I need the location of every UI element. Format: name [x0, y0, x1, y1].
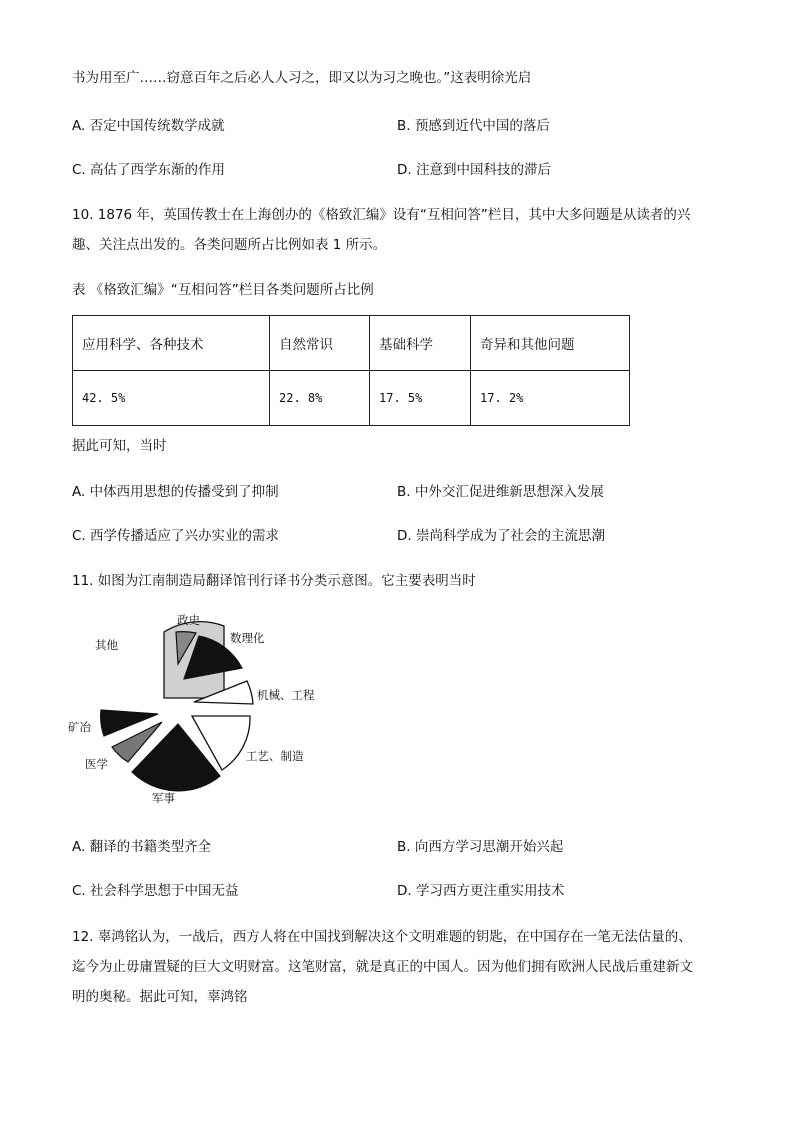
pie-label-kuangye: 矿冶	[68, 720, 91, 734]
pie-label-shulihua: 数理化	[230, 631, 265, 645]
table-value-cell: 22. 8%	[270, 371, 370, 426]
q10-option-b[interactable]: B. 中外交汇促进维新思想深入发展	[397, 484, 604, 500]
pie-label-gongyi: 工艺、制造	[246, 749, 304, 763]
q9-option-c[interactable]: C. 高估了西学东渐的作用	[72, 162, 226, 178]
table-value-cell: 17. 5%	[370, 371, 471, 426]
q12-stem-line3: 明的奥秘。据此可知，辜鸿铭	[72, 989, 248, 1005]
q11-option-b[interactable]: B. 向西方学习思潮开始兴起	[397, 839, 564, 855]
q9-stem: 书为用至广……窃意百年之后必人人习之，即又以为习之晚也。”这表明徐光启	[72, 70, 532, 86]
table-header-cell: 奇异和其他问题	[471, 316, 630, 371]
table-value-cell: 42. 5%	[73, 371, 270, 426]
q10-stem-line1: 10. 1876 年，英国传教士在上海创办的《格致汇编》设有“互相问答”栏目，其中大多问题是从读者的兴	[72, 207, 691, 223]
q10-after-table: 据此可知，当时	[72, 438, 167, 454]
q10-option-a[interactable]: A. 中体西用思想的传播受到了抑制	[72, 484, 279, 500]
pie-label-qita: 其他	[95, 638, 118, 652]
q10-option-c[interactable]: C. 西学传播适应了兴办实业的需求	[72, 528, 280, 544]
q11-option-d[interactable]: D. 学习西方更注重实用技术	[397, 883, 565, 899]
q10-stem-line2: 趣、关注点出发的。各类问题所占比例如表 1 所示。	[72, 237, 387, 253]
pie-label-zhengshi: 政史	[177, 613, 200, 627]
table-row	[73, 371, 630, 426]
q9-option-d[interactable]: D. 注意到中国科技的滞后	[397, 162, 551, 178]
q9-option-b[interactable]: B. 预感到近代中国的落后	[397, 118, 550, 134]
q10-table	[72, 315, 630, 426]
table-header-cell: 自然常识	[270, 316, 370, 371]
q10-option-d[interactable]: D. 崇尚科学成为了社会的主流思潮	[397, 528, 605, 544]
q11-stem: 11. 如图为江南制造局翻译馆刊行译书分类示意图。它主要表明当时	[72, 573, 476, 589]
q12-stem-line1: 12. 辜鸿铭认为，一战后，西方人将在中国找到解决这个文明难题的钥匙，在中国存在一笔无法估量的、	[72, 929, 692, 945]
q11-option-a[interactable]: A. 翻译的书籍类型齐全	[72, 839, 212, 855]
pie-label-yixue: 医学	[85, 757, 108, 771]
pie-label-junshi: 军事	[152, 791, 175, 805]
q10-table-caption: 表 《格致汇编》“互相问答”栏目各类问题所占比例	[72, 282, 374, 298]
q9-option-a[interactable]: A. 否定中国传统数学成就	[72, 118, 225, 134]
table-header-cell: 应用科学、各种技术	[73, 316, 270, 371]
q11-pie-figure	[60, 602, 360, 822]
table-header-cell: 基础科学	[370, 316, 471, 371]
table-header-row	[73, 316, 630, 371]
q12-stem-line2: 迄今为止毋庸置疑的巨大文明财富。这笔财富，就是真正的中国人。因为他们拥有欧洲人民战后重建新文	[72, 959, 693, 975]
table-value-cell: 17. 2%	[471, 371, 630, 426]
q11-option-c[interactable]: C. 社会科学思想于中国无益	[72, 883, 239, 899]
pie-label-jixie: 机械、工程	[257, 688, 315, 702]
